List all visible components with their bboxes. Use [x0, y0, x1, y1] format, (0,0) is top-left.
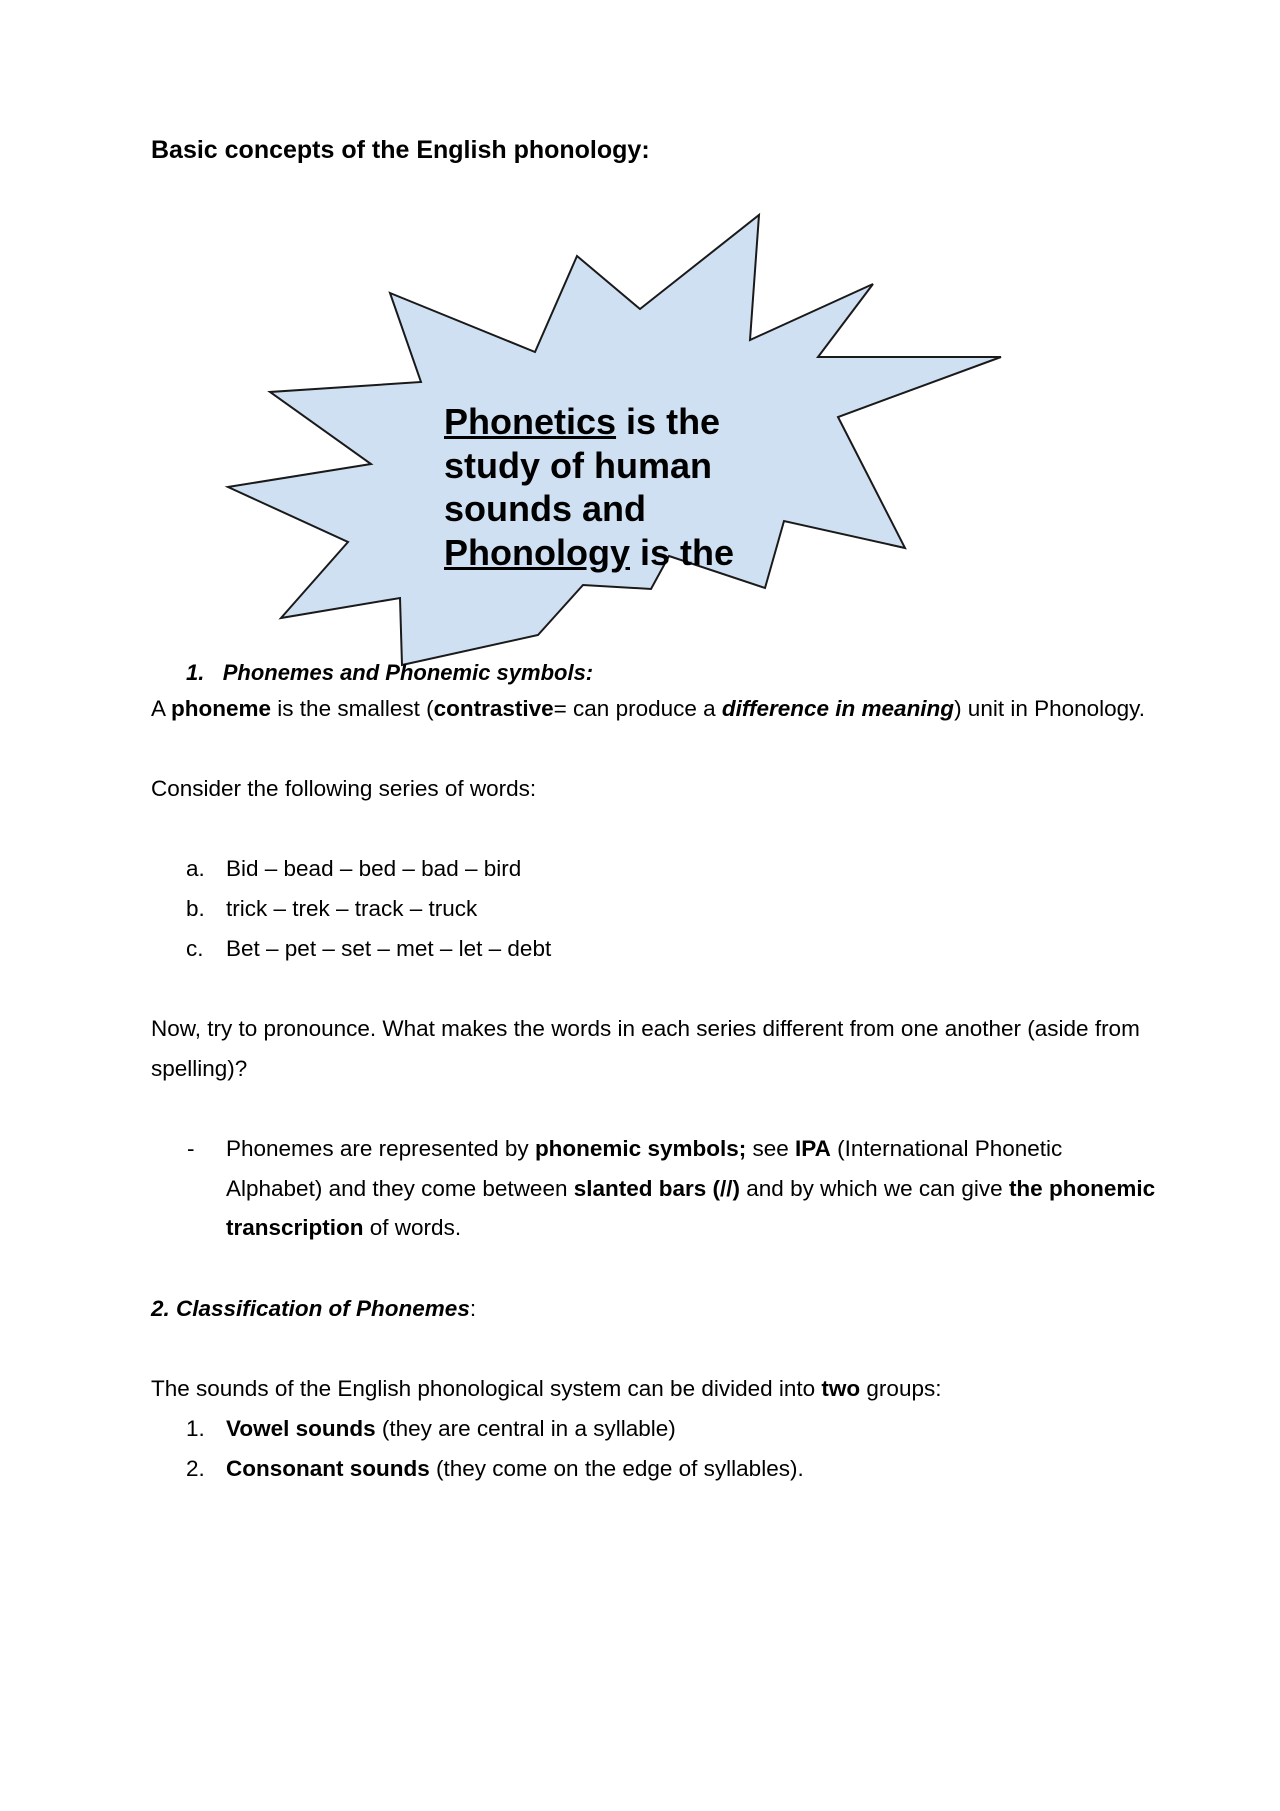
section2-heading-text: 2. Classification of Phonemes: [151, 1296, 470, 1321]
bullet-text: (International Phonetic: [830, 1136, 1063, 1161]
bullet-line-3: [226, 1215, 461, 1241]
groups-intro-text: groups:: [860, 1376, 942, 1401]
bullet-term-phonemic: the phonemic: [1008, 1176, 1156, 1201]
bullet-term-ipa: IPA: [795, 1136, 831, 1161]
group-marker: 2.: [186, 1456, 205, 1481]
series-item: Bid – bead – bed – bad – bird: [226, 856, 522, 881]
bullet-term-symbols: phonemic symbols;: [534, 1136, 747, 1161]
callout-term-phonetics: Phonetics: [444, 401, 617, 442]
group-term: Vowel sounds: [226, 1416, 376, 1441]
callout-text: [444, 400, 774, 577]
section2-colon: :: [469, 1296, 477, 1321]
series-item: trick – trek – track – truck: [226, 896, 478, 921]
groups-intro-text: The sounds of the English phonological system can be divided into: [151, 1376, 822, 1401]
def-term-contrastive: contrastive: [433, 696, 554, 721]
series-marker: c.: [186, 936, 204, 961]
group-term: Consonant sounds: [226, 1456, 430, 1481]
bullet-term-transcription: transcription: [226, 1215, 364, 1240]
phoneme-definition: [151, 696, 1145, 722]
section-heading-text: Phonemes and Phonemic symbols:: [222, 660, 594, 685]
bullet-term-slanted-bars: slanted bars (//): [573, 1176, 741, 1201]
bullet-text: see: [746, 1136, 796, 1161]
group-item-consonant: [226, 1456, 804, 1482]
section-heading-classification: [151, 1296, 476, 1322]
callout-term-phonology: Phonology: [444, 531, 630, 573]
callout-text-2: is the: [629, 531, 735, 573]
bullet-text: and by which we can give: [740, 1176, 1009, 1201]
def-text: is the smallest (: [271, 696, 434, 721]
bullet-line-2: [226, 1176, 1155, 1202]
series-marker: a.: [186, 856, 205, 881]
def-text: ) unit in Phonology.: [954, 696, 1146, 721]
def-text: A: [151, 696, 172, 721]
section-heading-phonemes: [186, 660, 593, 686]
explosion-callout-shape: [0, 0, 1280, 700]
group-desc: (they are central in a syllable): [375, 1416, 676, 1441]
question-line-2: spelling)?: [151, 1056, 248, 1081]
question-line-1: Now, try to pronounce. What makes the words in each series different from one another (aside from: [151, 1016, 1140, 1041]
group-desc: (they come on the edge of syllables).: [429, 1456, 804, 1481]
groups-intro-two: two: [821, 1376, 861, 1401]
group-item-vowel: [226, 1416, 676, 1442]
def-term-difference: difference in meaning: [721, 696, 955, 721]
group-marker: 1.: [186, 1416, 205, 1441]
bullet-text: of words.: [363, 1215, 462, 1240]
series-marker: b.: [186, 896, 205, 921]
bullet-dash: -: [187, 1136, 195, 1161]
section-number: 1.: [186, 660, 205, 685]
callout-text-1: is the study of human sounds and: [444, 401, 721, 529]
page-title: Basic concepts of the English phonology:: [151, 136, 650, 164]
series-item: Bet – pet – set – met – let – debt: [226, 936, 552, 961]
bullet-text: Alphabet) and they come between: [226, 1176, 574, 1201]
bullet-text: Phonemes are represented by: [226, 1136, 535, 1161]
consider-text: Consider the following series of words:: [151, 776, 537, 801]
def-text: = can produce a: [553, 696, 722, 721]
groups-intro: [151, 1376, 941, 1402]
bullet-line-1: [226, 1136, 1062, 1162]
def-term-phoneme: phoneme: [171, 696, 272, 721]
